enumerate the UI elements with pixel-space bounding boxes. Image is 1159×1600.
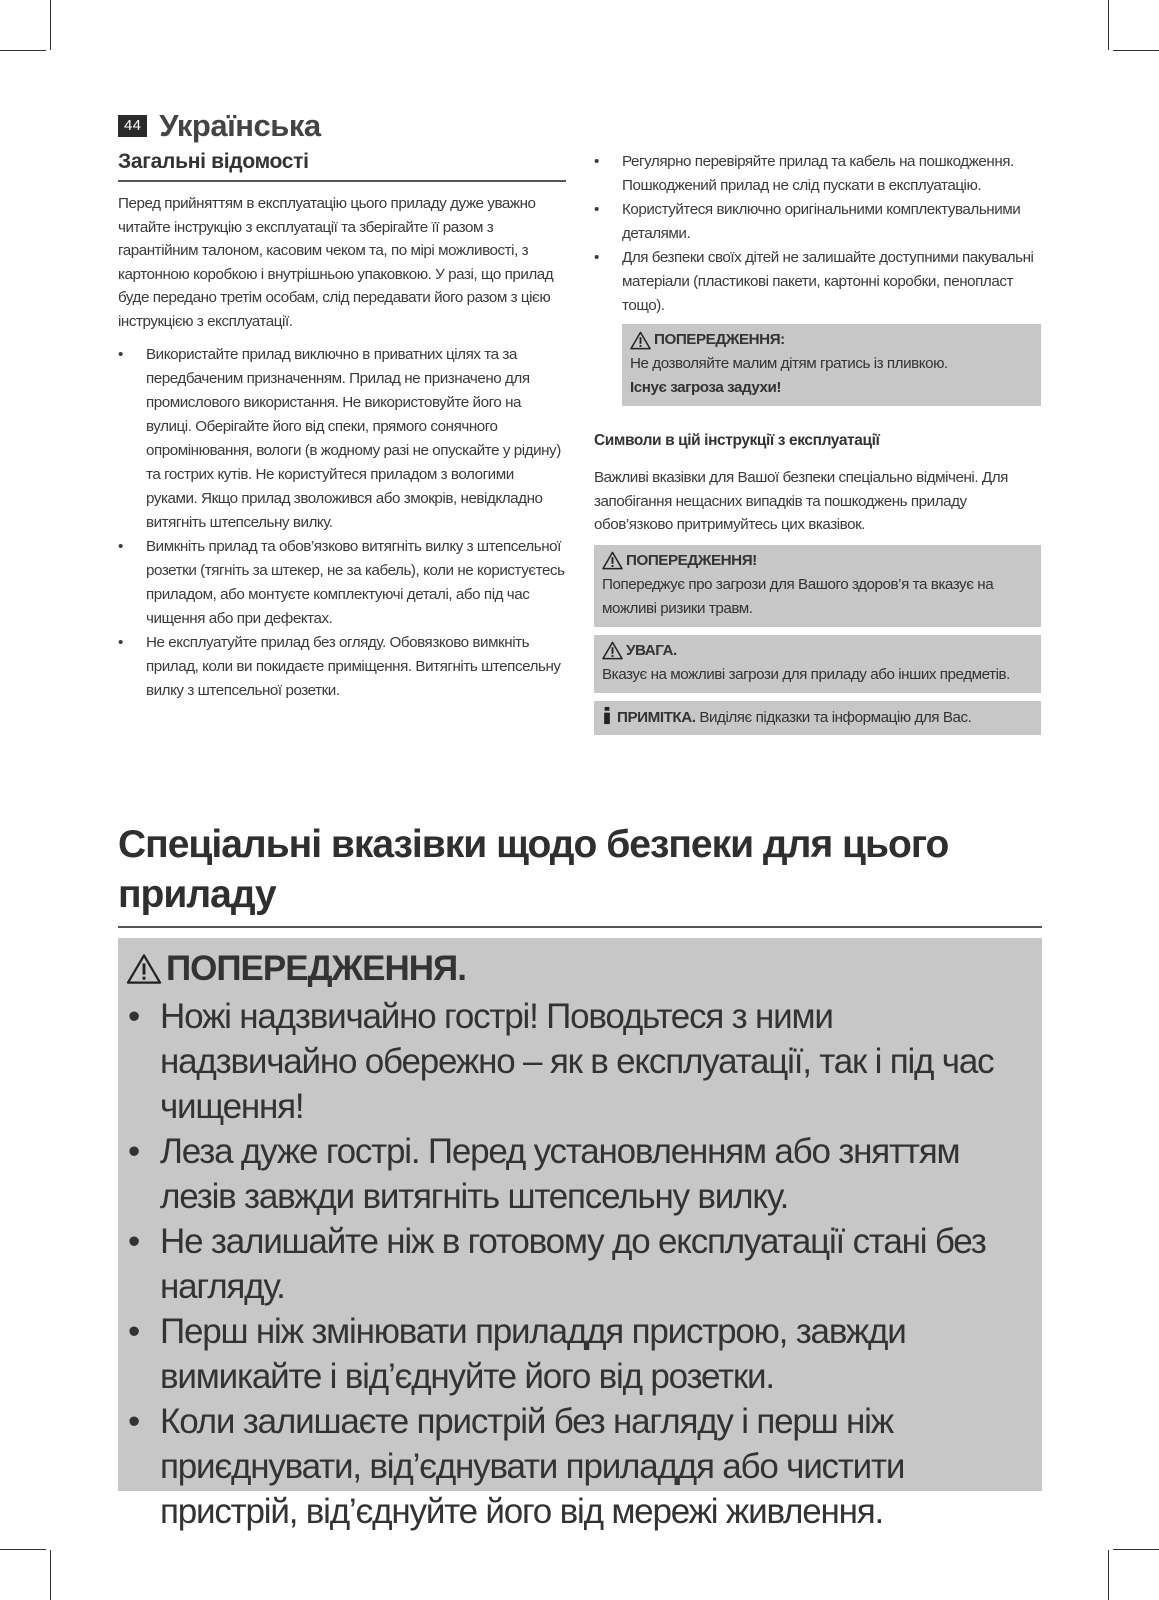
list-item: • Коли залишаєте пристрій без нагляду і перш ніж приєднувати, від’єднувати приладдя або чистити пристрій, від’єднуйте його від мережі живлення. [126, 1399, 1032, 1534]
symbol-caution-box [594, 635, 1041, 693]
list-item: • Ножі надзвичайно гострі! Поводьтеся з ними надзвичайно обережно – як в експлуатації, так і під час чищення! [126, 994, 1032, 1129]
caution-triangle-icon [602, 641, 623, 660]
page-language-title: Українська [159, 108, 321, 143]
special-safety-heading: Спеціальні вказівки щодо безпеки для цього приладу [118, 820, 1042, 928]
crop-mark [1113, 1549, 1159, 1550]
symbol-warning-title: ПОПЕРЕДЖЕННЯ! [626, 551, 757, 569]
symbol-note-text: Виділяє підказки та інформацію для Вас. [699, 708, 972, 726]
crop-mark [0, 1549, 46, 1550]
crop-mark [0, 50, 46, 51]
warning-bold-text: Існує загроза задухи! [630, 379, 782, 396]
info-icon [602, 706, 612, 725]
general-bullet-list [118, 343, 566, 703]
warning-triangle-icon [126, 953, 162, 985]
warning-title: ПОПЕРЕДЖЕННЯ: [654, 331, 785, 348]
special-warning-title: ПОПЕРЕДЖЕННЯ. [166, 949, 466, 988]
crop-mark [50, 0, 51, 50]
warning-text: Не дозволяйте малим дітям гратись із пливкою. [630, 355, 948, 372]
list-item: • Користуйтеся виключно оригінальними комплектувальними деталями. [594, 198, 1041, 246]
page-number: 44 [118, 115, 147, 137]
crop-mark [1113, 50, 1159, 51]
general-heading: Загальні відомості [118, 150, 566, 182]
list-item: • Не залишайте ніж в готовому до експлуатації стані без нагляду. [126, 1219, 1032, 1309]
crop-mark [50, 1550, 51, 1600]
warning-title-row [630, 328, 1033, 352]
crop-mark [1108, 1550, 1109, 1600]
symbol-warning-text: Попереджує про загрози для Вашого здоров’я та вказує на можливі ризики травм. [602, 575, 994, 617]
general-bullet-list-continued [594, 150, 1041, 318]
symbols-intro: Важливі вказівки для Вашої безпеки спеціально відмічені. Для запобігання нещасних випадків та пошкоджень приладу обов’язково притримуйтесь цих вказівок. [594, 469, 1008, 533]
crop-mark [1108, 0, 1109, 50]
suffocation-warning-box [622, 324, 1041, 406]
symbol-caution-title-row [602, 639, 1033, 663]
page-header [118, 108, 321, 144]
warning-triangle-icon [630, 331, 651, 350]
list-item: • Для безпеки своїх дітей не залишайте доступними пакувальні матеріали (пластикові пакети, картонні коробки, пенопласт тощо). [594, 246, 1041, 318]
special-bullet-list [126, 994, 1032, 1534]
list-item: • Використайте прилад виключно в приватних цілях та за передбаченим призначенням. Прилад не призначено для промислового використання. Не використовуйте його на вулиці. Оберігайте його від спеки, прямого сонячного опромінювання, вологи (в жодному разі не опускайте у рідину) та гострих кутів. Не користуйтеся приладом з вологими руками. Якщо прилад зволожився або змокрів, невідкладно витягніть штепсельну вилку. [118, 343, 566, 535]
right-column [594, 150, 1041, 743]
symbol-caution-text: Вказує на можливі загрози для приладу або інших предметів. [602, 665, 1010, 683]
general-intro: Перед прийняттям в експлуатацію цього приладу дуже уважно читайте інструкцію з експлуатації та зберігайте її разом з гарантійним талоном, касовим чеком та, по мірі можливості, з картонною коробкою і внутрішньою упаковкою. У разі, що прилад буде передано третім особам, слід передавати його разом з цією інструкцією з експлуатації. [118, 195, 554, 330]
warning-triangle-icon [602, 551, 623, 570]
special-warning-box [118, 938, 1042, 1531]
symbol-warning-title-row [602, 549, 1033, 573]
list-item: • Вимкніть прилад та обов’язково витягніть вилку з штепсельної розетки (тягніть за штекер, не за кабель), коли не користуєтесь приладом, або монтуєте комплектуючі деталі, або під час чищення або при дефектах. [118, 535, 566, 631]
list-item: • Регулярно перевіряйте прилад та кабель на пошкодження. Пошкоджений прилад не слід пускати в експлуатацію. [594, 150, 1041, 198]
symbol-note-box [594, 701, 1041, 735]
list-item: • Перш ніж змінювати приладдя пристрою, завжди вимикайте і від’єднуйте його від розетки. [126, 1309, 1032, 1399]
symbols-heading: Символи в цій інструкції з експлуатації [594, 432, 880, 449]
symbol-warning-box [594, 545, 1041, 627]
list-item: • Леза дуже гострі. Перед установленням або зняттям лезів завжди витягніть штепсельну вилку. [126, 1129, 1032, 1219]
symbol-note-title: ПРИМІТКА. [617, 708, 696, 726]
symbol-caution-title: УВАГА. [626, 641, 677, 659]
special-warning-title-row [126, 944, 1032, 994]
list-item: • Не експлуатуйте прилад без огляду. Обовязково вимкніть прилад, коли ви покидаєте приміщення. Витягніть штепсельну вилку з штепсельної розетки. [118, 631, 566, 703]
left-column [118, 150, 566, 703]
